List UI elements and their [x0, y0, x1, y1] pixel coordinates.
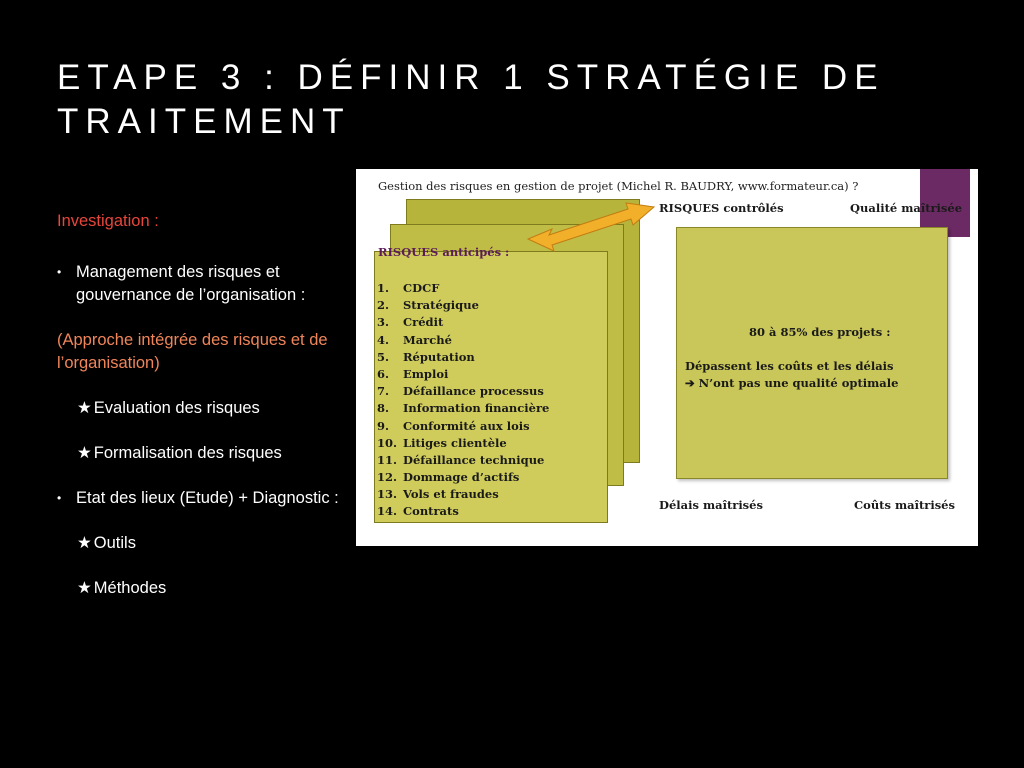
bullet-dot-icon: •	[57, 265, 62, 279]
risk-management-figure	[356, 169, 978, 546]
pct-projects-label: 80 à 85% des projets :	[749, 325, 891, 339]
list-item: 14. Contrats	[377, 504, 459, 519]
double-arrow-icon	[356, 169, 978, 546]
approach-note: (Approche intégrée des risques et de l’organisation)	[57, 331, 328, 372]
list-item: 12. Dommage d’actifs	[377, 470, 520, 485]
list-item: 5. Réputation	[377, 349, 475, 364]
bullet-etat-des-lieux-text: Etat des lieux (Etude) + Diagnostic :	[76, 489, 339, 507]
figure-header: Gestion des risques en gestion de projet (Michel R. BAUDRY, www.formateur.ca) ?	[378, 179, 859, 193]
risques-anticipes-label: RISQUES anticipés :	[378, 245, 510, 259]
star-icon: ★	[77, 399, 92, 417]
delais-maitrises-label: Délais maîtrisés	[659, 498, 763, 512]
star-icon: ★	[77, 534, 92, 552]
bullet-management-text: Management des risques et gouvernance de l’organisation :	[76, 263, 306, 304]
left-text-column	[57, 210, 342, 622]
depassent-label: Dépassent les coûts et les délais	[685, 359, 894, 373]
list-item: 11. Défaillance technique	[377, 452, 545, 467]
list-item: 2. Stratégique	[377, 298, 479, 313]
star-item-outils-text: Outils	[93, 534, 136, 552]
qualite-maitrisee-label: Qualité maîtrisée	[850, 201, 963, 215]
qualite-optimale-label: ➔ N’ont pas une qualité optimale	[685, 376, 899, 390]
list-item: 13. Vols et fraudes	[377, 487, 499, 502]
bullet-management	[57, 261, 342, 307]
star-item-methodes	[57, 577, 342, 600]
star-icon: ★	[77, 579, 92, 597]
list-item: 4. Marché	[377, 332, 452, 347]
list-item: 8. Information financière	[377, 401, 550, 416]
list-item: 3. Crédit	[377, 315, 444, 330]
slide-title: ETAPE 3 : DÉFINIR 1 STRATÉGIE DE TRAITEMENT	[57, 58, 885, 141]
list-item: 6. Emploi	[377, 366, 449, 381]
star-item-evaluation	[57, 397, 342, 420]
star-item-formalisation-text: Formalisation des risques	[93, 444, 282, 462]
list-item: 1. CDCF	[377, 281, 440, 295]
star-item-evaluation-text: Evaluation des risques	[93, 399, 260, 417]
star-icon: ★	[77, 444, 92, 462]
couts-maitrises-label: Coûts maîtrisés	[854, 498, 955, 512]
star-item-methodes-text: Méthodes	[93, 579, 167, 597]
list-item: 9. Conformité aux lois	[377, 418, 530, 433]
list-item: 7. Défaillance processus	[377, 384, 544, 399]
investigation-heading: Investigation :	[57, 212, 159, 230]
star-item-formalisation	[57, 442, 342, 465]
bullet-dot-icon: •	[57, 491, 62, 505]
list-item: 10. Litiges clientèle	[377, 435, 507, 450]
risques-controles-label: RISQUES contrôlés	[659, 201, 784, 215]
star-item-outils	[57, 532, 342, 555]
bullet-etat-des-lieux	[57, 487, 342, 510]
